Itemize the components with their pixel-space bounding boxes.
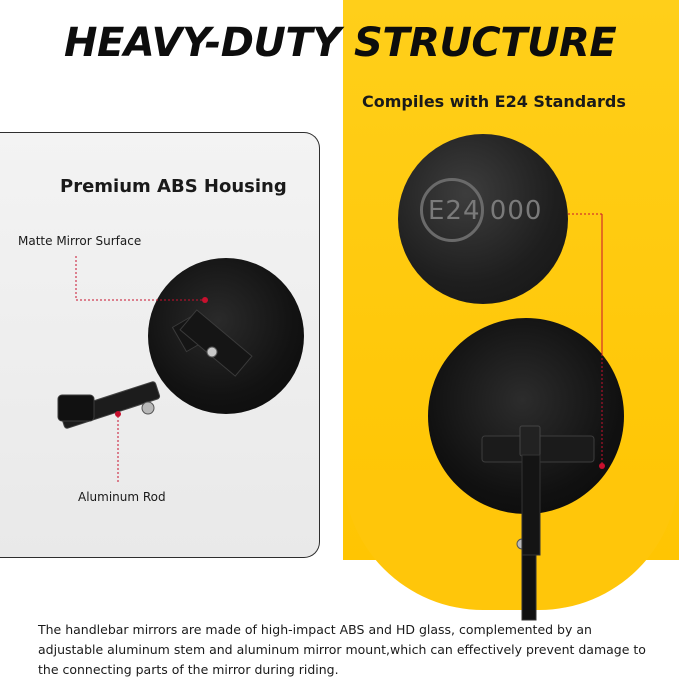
e24-mark: E24 [428,196,481,226]
matte-surface-label: Matte Mirror Surface [18,234,142,248]
standards-title: Compiles with E24 Standards [362,92,626,111]
mirror-stem [522,455,540,555]
aluminum-rod-label: Aluminum Rod [78,490,166,504]
mirror-clamp-knob [520,426,540,456]
product-description: The handlebar mirrors are made of high-impact ABS and HD glass, complemented by an adjustable aluminum stem and aluminum mirror mount,which can effectively prevent damage to the connecting parts of the mirror during riding. [38,622,646,677]
headline: HEAVY-DUTY STRUCTURE [64,20,617,66]
housing-title: Premium ABS Housing [60,176,287,197]
e24-code: 000 [489,196,543,226]
